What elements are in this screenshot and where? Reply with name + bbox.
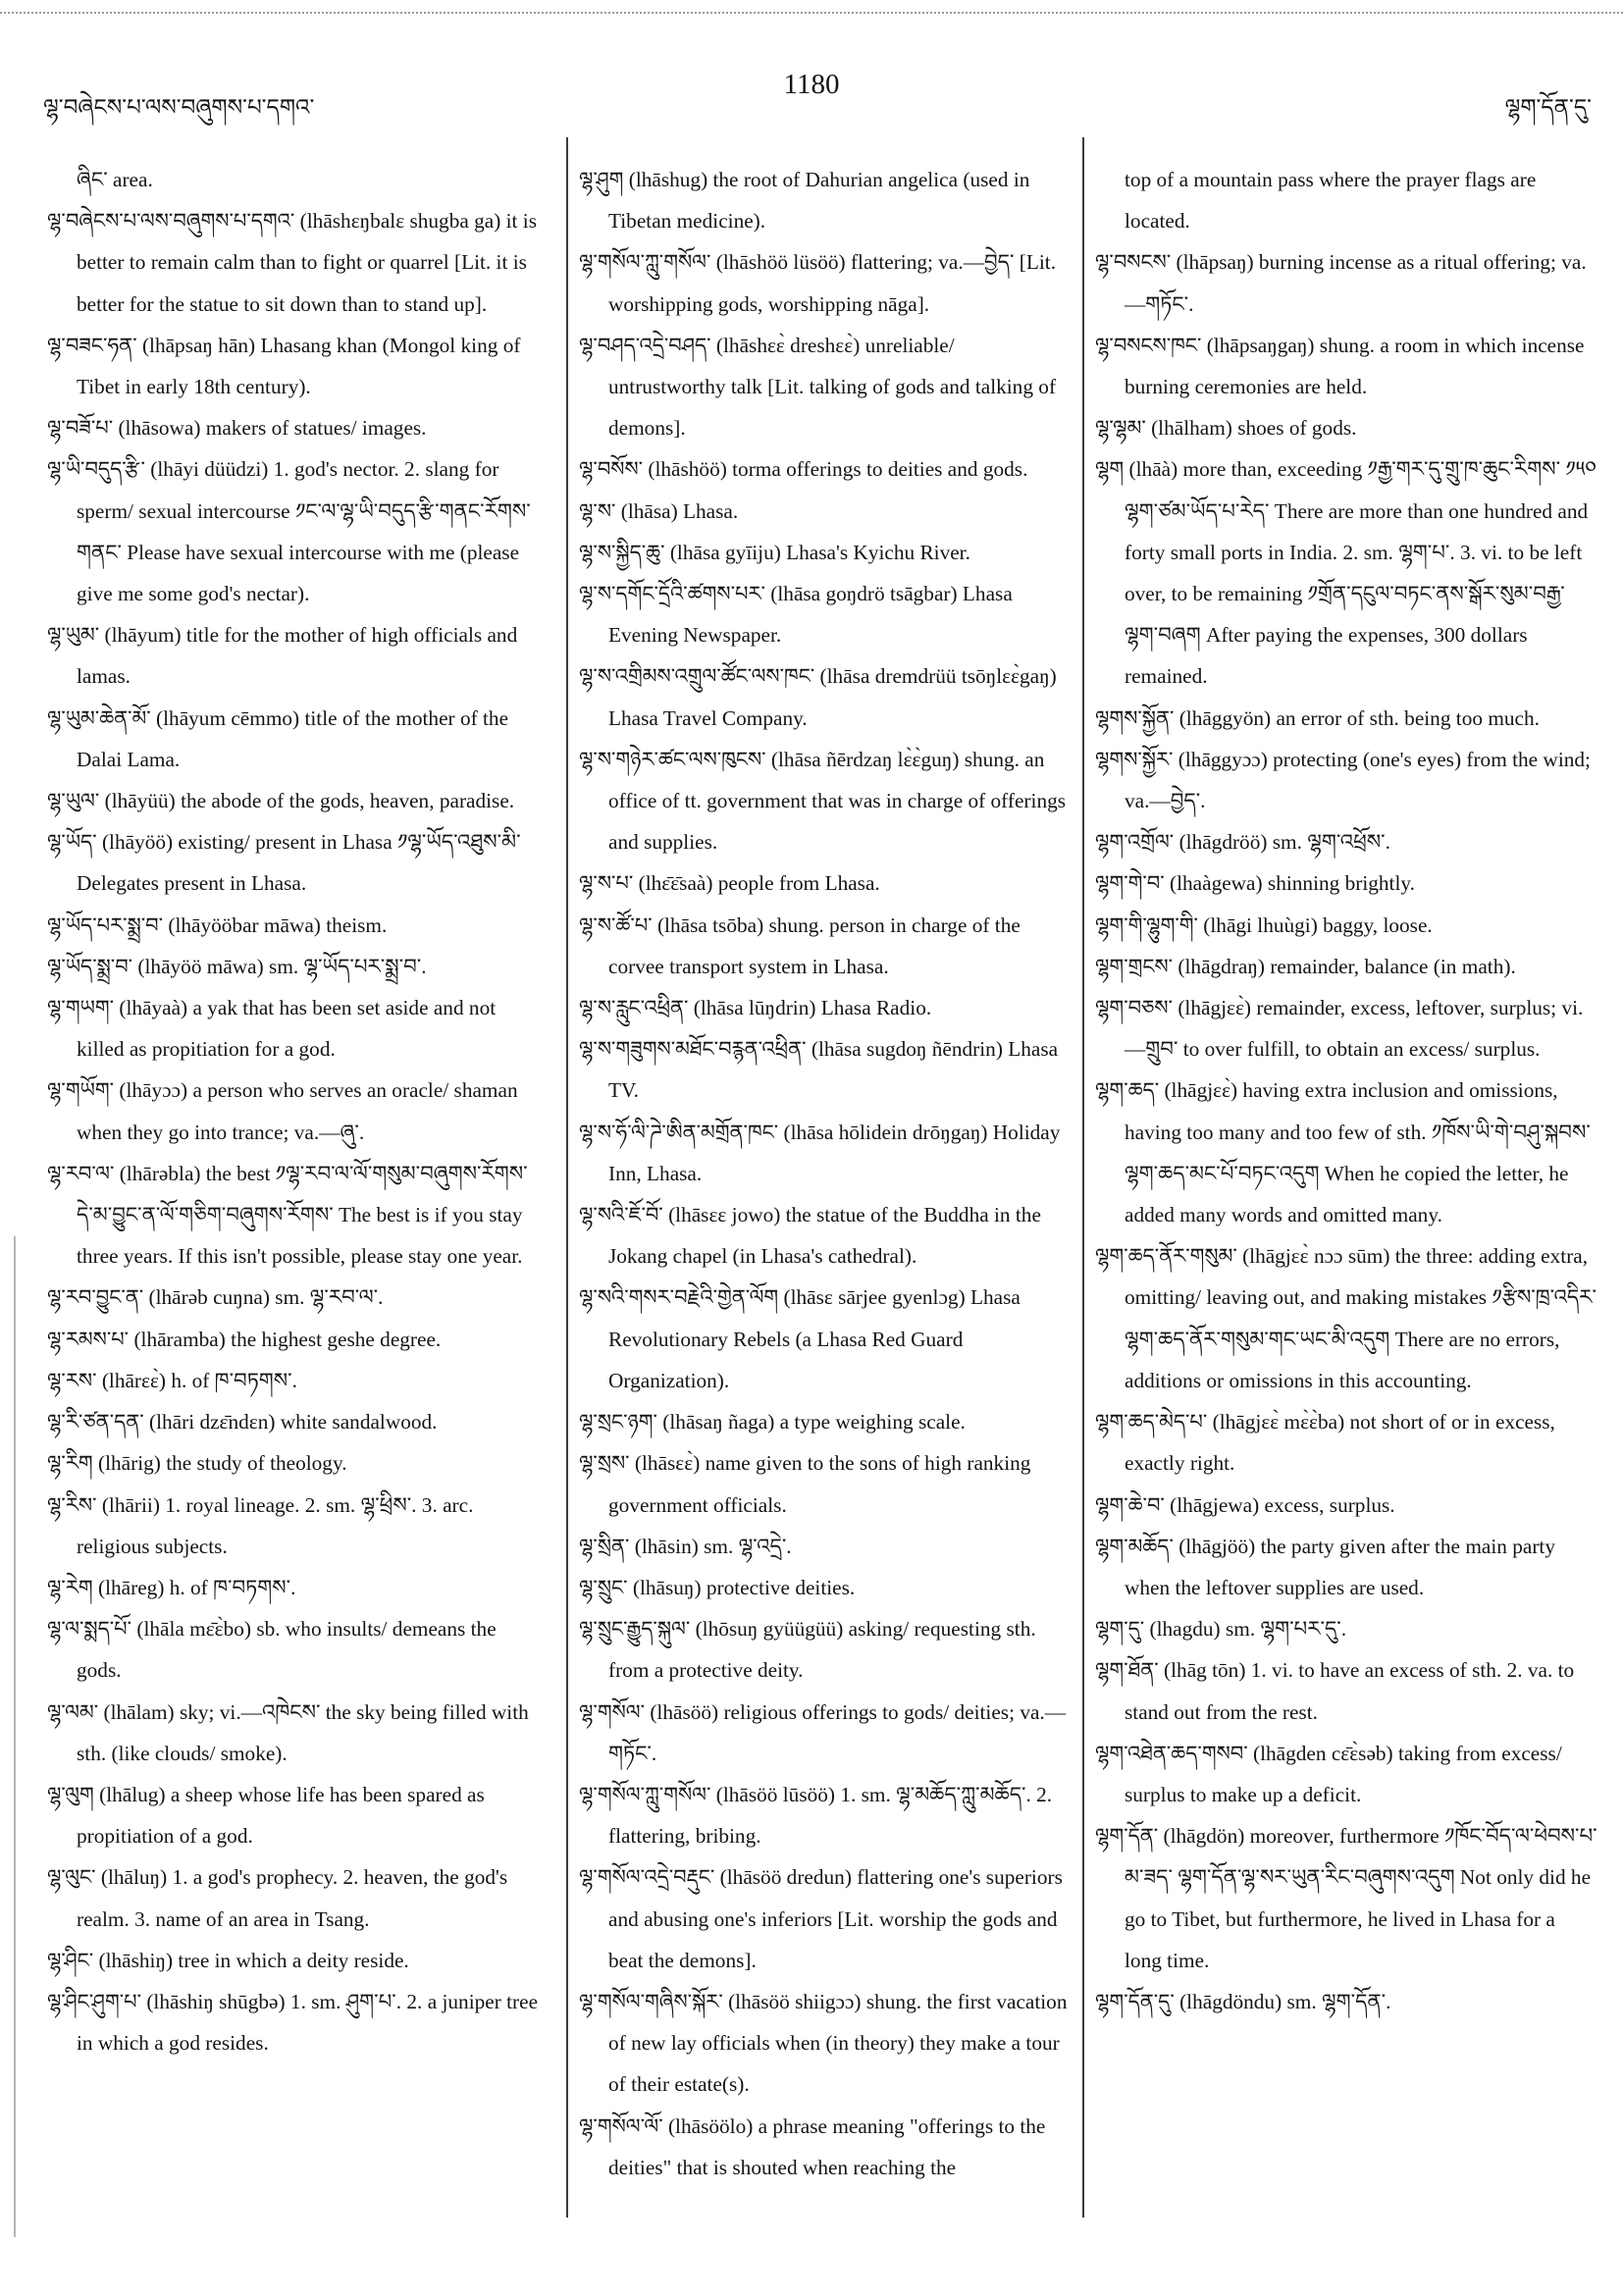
entry-definition: (lhārig) the study of theology. [98, 1451, 347, 1476]
entry-headword: ལྷ་རབ་བྱུང་ན་ [47, 1285, 144, 1310]
entry-definition: (lhāsa goŋdrö tsāgbar) Lhasa Evening Newspaper. [608, 582, 1013, 648]
dictionary-entry [47, 987, 543, 1070]
entry-definition: (lhāgdön) moreover, furthermore ༡ཁོང་བོད་ལ་ཕེབས་པ་མ་ཟད་ ལྷག་དོན་ལྷ་སར་ཡུན་རིང་བཞུགས་འདུག Not only did he go to Tibet, but furthermore, he lived in Lhasa for a long time. [1125, 1824, 1597, 1972]
entry-definition: (lhāpsaŋgaŋ) shung. a room in which incense burning ceremonies are held. [1125, 333, 1585, 399]
dictionary-entry [579, 1401, 1070, 1442]
entry-headword: ལྷ་ཡུལ་ [47, 789, 100, 813]
entry-headword: ལྷག [1095, 457, 1125, 482]
dictionary-entry [579, 905, 1070, 987]
entry-headword: ལྷག་དུ་ [1095, 1617, 1145, 1642]
entry-headword: ལྷ་རབ་ལ་ [47, 1161, 115, 1185]
dictionary-entry [1095, 1649, 1597, 1732]
entry-definition: (lhāgdöndu) sm. ལྷག་དོན་. [1179, 1989, 1391, 2013]
dictionary-entry [47, 407, 543, 448]
entry-headword: ལྷ་སྲུང་ [579, 1575, 628, 1599]
entry-headword: ལྷ་རིས་ [47, 1492, 97, 1517]
column-right [1095, 159, 1597, 2022]
entry-definition: (lhāramba) the highest geshe degree. [133, 1327, 442, 1351]
entry-definition: (lhaàgewa) shinning brightly. [1170, 871, 1415, 896]
dictionary-entry [1095, 1070, 1597, 1235]
dictionary-entry [579, 1442, 1070, 1525]
entry-definition: (lhɛ̄ɛ̄saà) people from Lhasa. [638, 871, 880, 896]
entry-headword: ལྷག་ཆེ་བ་ [1095, 1492, 1165, 1517]
entry-headword: ལྷ་ཡོད་ [47, 830, 97, 855]
entry-headword: ལྷ་གསོལ་ཀླུ་གསོལ་ [579, 250, 711, 275]
entry-definition: (lhāsöö lūsöö) 1. sm. ལྷ་མཆོད་ཀླུ་མཆོད་. 2. flattering, bribing. [608, 1782, 1053, 1849]
page-number: 1180 [783, 69, 840, 100]
dictionary-entry [1095, 905, 1597, 946]
entry-headword: ལྷ་ས་གཟུགས་མཐོང་བརྙན་འཕྲིན་ [579, 1037, 807, 1062]
dictionary-entry [47, 1981, 543, 2063]
entry-headword: ལྷ་རས་ [47, 1368, 97, 1392]
entry-headword: ལྷ་གསོལ་ [579, 1699, 646, 1724]
dictionary-entry [1095, 821, 1597, 862]
dictionary-entry [579, 1028, 1070, 1111]
entry-definition: (lhāshɛɛ̀ dreshɛɛ̀) unreliable/ untrustworthy talk [Lit. talking of gods and talking of demons]. [608, 333, 1057, 441]
dictionary-entry [47, 1608, 543, 1691]
dictionary-entry [47, 614, 543, 697]
dictionary-entry [579, 1277, 1070, 1401]
entry-headword: ལྷ་སའི་ཇོ་བོ་ [579, 1203, 663, 1227]
entry-headword: ལྷག་འགྲོལ་ [1095, 830, 1175, 855]
entry-definition: (lhāggyön) an error of sth. being too much. [1178, 705, 1540, 730]
entry-headword: ལྷ་གཡོག་ [47, 1078, 115, 1103]
dictionary-entry [579, 1567, 1070, 1608]
entry-definition: (lhāyi düüdzi) 1. god's nector. 2. slang for sperm/ sexual intercourse ༡ང་ལ་ལྷ་ཡི་བདུད་རྩི་གནང་རོགས་གནང་ Please have sexual intercourse with me (please give me some god's nectar). [77, 457, 531, 606]
entry-definition: (lhāgden cɛ̄ɛ̀səb) taking from excess/ surplus to make up a deficit. [1125, 1741, 1562, 1806]
entry-headword: ལྷ་བསངས་ཁང་ [1095, 333, 1202, 357]
dictionary-entry [1095, 1235, 1597, 1401]
entry-definition: (lhāsöö shiigɔɔ) shung. the first vacation of new lay officials when (in theory) they make a tour of their estate(s). [608, 1989, 1068, 2097]
entry-headword: ལྷག་ཐོན་ [1095, 1658, 1159, 1683]
entry-headword: ལྷ་གསོལ་འདྲེ་བརྡུང་ [579, 1865, 715, 1890]
dictionary-entry [1095, 1981, 1597, 2022]
dictionary-entry [579, 1608, 1070, 1691]
entry-definition: (lhāri dzɛ̄ndɛn) white sandalwood. [149, 1410, 438, 1435]
entry-headword: ལྷག་ཆད་མེད་པ་ [1095, 1410, 1208, 1435]
entry-headword: ལྷ་བཞེངས་པ་ལས་བཞུགས་པ་དགའ་ [47, 209, 295, 234]
dictionary-entry [47, 1319, 543, 1360]
entry-definition: (lhāgjɛɛ̀ mɛ̀ɛ̀ba) not short of or in excess, exactly right. [1125, 1410, 1555, 1476]
dictionary-entry [1095, 1401, 1597, 1484]
entry-definition: (lhāsuŋ) protective deities. [632, 1575, 856, 1599]
entry-definition: (lhāyaà) a yak that has been set aside and not killed as propitiation for a god. [77, 996, 497, 1062]
dictionary-entry [1095, 1608, 1597, 1649]
dictionary-entry [579, 1856, 1070, 1981]
entry-definition: (lhāgdraŋ) remainder, balance (in math). [1178, 954, 1516, 978]
dictionary-entry [1095, 407, 1597, 448]
column-divider [1082, 137, 1084, 2218]
entry-headword: ལྷགས་སྐྱོན་ [1095, 705, 1175, 730]
entry-definition: (lhāsɛ sārjee gyenlɔg) Lhasa Revolutionary Rebels (a Lhasa Red Guard Organization). [608, 1285, 1021, 1392]
dictionary-entry [579, 532, 1070, 573]
dictionary-entry [1095, 241, 1597, 324]
dictionary-entry [47, 1360, 543, 1401]
entry-headword: ལྷ་སྲུང་རྒྱུད་སྐུལ་ [579, 1617, 691, 1642]
entry-headword: ལྷ་བསངས་ [1095, 250, 1172, 275]
entry-definition: (lhāyum cēmmo) title of the mother of the Dalai Lama. [77, 705, 509, 771]
entry-headword: ལྷ་བཟང་ཧན་ [47, 333, 137, 357]
entry-headword: ལྷ་ལམ་ [47, 1699, 99, 1724]
dictionary-entry [1095, 1485, 1597, 1526]
dictionary-entry [579, 448, 1070, 490]
entry-definition: (lhāsa hōlidein drōŋgaŋ) Holiday Inn, Lhasa. [608, 1120, 1061, 1185]
column-middle [579, 159, 1070, 2188]
entry-headword: ལྷ་རིག [47, 1451, 93, 1476]
entry-headword: ལྷག་མཆོད་ [1095, 1534, 1174, 1558]
entry-headword: ལྷ་ཡུམ་ཆེན་མོ་ [47, 705, 151, 730]
entry-definition: (lhāpsaŋ hān) Lhasang khan (Mongol king of Tibet in early 18th century). [77, 333, 521, 399]
entry-definition: (lhāgjewa) excess, surplus. [1170, 1492, 1395, 1517]
dictionary-entry [47, 1567, 543, 1608]
entry-definition: (lhāsa dremdrüü tsōŋlɛɛ̀gaŋ) Lhasa Travel Company. [608, 664, 1057, 730]
entry-headword: ལྷ་སྲང་ཉག་ [579, 1410, 657, 1435]
entry-definition: (lhārii) 1. royal lineage. 2. sm. ལྷ་ཕྲིས་. 3. arc. religious subjects. [77, 1492, 474, 1558]
dictionary-entry [579, 241, 1070, 324]
entry-headword: ལྷ་ས་ཧོ་ལི་ཌེ་ཨིན་མགྲོན་ཁང་ [579, 1120, 779, 1144]
entry-headword: ལྷ་ཤིང་ [47, 1948, 94, 1972]
entry-headword: ལྷ་བསོས་ [579, 457, 644, 482]
dictionary-entry [47, 1401, 543, 1442]
entry-headword: ལྷ་ལུང་ [47, 1865, 96, 1890]
entry-headword: ལྷ་ས་ [579, 498, 616, 523]
entry-headword: ལྷ་ཡི་བདུད་རྩི་ [47, 457, 145, 482]
entry-headword: ལྷག་གི་ལྷུག་གི་ [1095, 913, 1198, 937]
entry-definition: (lhāgi lhuùgi) baggy, loose. [1203, 913, 1433, 937]
entry-definition: (lhāyöö māwa) sm. ལྷ་ཡོད་པར་སྨྲ་བ་. [137, 954, 427, 978]
entry-definition: (lhāyüü) the abode of the gods, heaven, paradise. [104, 789, 515, 813]
entry-definition: (lhāsɛɛ̀) name given to the sons of high ranking government officials. [608, 1451, 1031, 1517]
entry-headword: ལྷག་ཆད་ནོར་གསུམ་ [1095, 1244, 1237, 1269]
entry-headword: ལྷ་ཡོད་པར་སྨྲ་བ་ [47, 913, 164, 937]
entry-definition: (lhōsuŋ gyüügüü) asking/ requesting sth. from a protective deity. [608, 1617, 1036, 1683]
entry-definition: (lhāla mɛ̄ɛ̀bo) sb. who insults/ demeans the gods. [77, 1617, 497, 1683]
entry-definition: (lhāshɛŋbalɛ shugba ga) it is better to remain calm than to fight or quarrel [Lit. it is better for the statue to sit down than to stand up]. [77, 209, 538, 316]
dictionary-entry [579, 1692, 1070, 1774]
entry-headword: ལྷ་ས་དགོང་དྲོའི་ཚགས་པར་ [579, 582, 765, 606]
entry-headword: ལྷ་གསོལ་ཀླུ་གསོལ་ [579, 1782, 711, 1806]
entry-headword: ལྷ་ལུག [47, 1782, 94, 1806]
entry-definition: (lhāyöö) existing/ present in Lhasa ༡ལྷ་ཡོད་འཐུས་མི་ Delegates present in Lhasa. [77, 830, 521, 896]
entry-definition: (lhāgjɛɛ̀) remainder, excess, leftover, surplus; vi.—གྲུབ་ to over fulfill, to obtain an excess/ surplus. [1125, 996, 1584, 1062]
dictionary-entry [47, 821, 543, 904]
entry-definition: (lhāyɔɔ) a person who serves an oracle/ shaman when they go into trance; va.—ཞུ་. [77, 1078, 518, 1144]
entry-definition: (lhāggyɔɔ) protecting (one's eyes) from the wind; va.—བྱེད་. [1125, 747, 1591, 813]
entry-definition: (lhāsa tsōba) shung. person in charge of the corvee transport system in Lhasa. [608, 913, 1021, 978]
entry-headword: ལྷ་ས་པ་ [579, 871, 634, 896]
entry-headword: ལྷ་ཤུག [579, 168, 624, 191]
dictionary-entry [1095, 1526, 1597, 1608]
entry-definition: (lhārɛɛ̀) h. of ཁ་བཏགས་. [101, 1368, 297, 1392]
dictionary-entry [1095, 1815, 1597, 1981]
entry-headword: ལྷག་བཅས་ [1095, 996, 1174, 1020]
left-guide-word: ལྷ་བཞེངས་པ་ལས་བཞུགས་པ་དགའ་ [43, 95, 315, 120]
dictionary-entry [579, 1774, 1070, 1856]
dictionary-entry [1095, 698, 1597, 739]
entry-headword: ལྷ་ས་འགྲིམས་འགྲུལ་ཚོང་ལས་ཁང་ [579, 664, 815, 689]
entry-headword: ལྷ་གསོལ་ལོ་ [579, 2113, 663, 2138]
entry-headword: ལྷ་གསོལ་གཞིས་སྐོར་ [579, 1989, 723, 2013]
dictionary-entry [1095, 946, 1597, 987]
entry-definition: (lhālug) a sheep whose life has been spared as propitiation of a god. [77, 1782, 485, 1849]
entry-definition: (lhāsa) Lhasa. [620, 498, 739, 523]
dictionary-entry [579, 1194, 1070, 1277]
entry-definition: (lhāg tōn) 1. vi. to have an excess of sth. 2. va. to stand out from the rest. [1125, 1658, 1575, 1724]
dictionary-entry [1095, 448, 1597, 697]
entry-definition: (lhāsöölo) a phrase meaning "offerings to the deities" that is shouted when reaching the [608, 2113, 1046, 2179]
entry-headword: ལྷ་ལྷམ་ [1095, 416, 1146, 441]
dictionary-entry [1095, 739, 1597, 821]
entry-headword: ལྷག་འཐེན་ཆད་གསབ་ [1095, 1741, 1248, 1765]
page-top-border [0, 12, 1623, 14]
dictionary-entry [579, 987, 1070, 1028]
entry-headword: ལྷ་ས་ཚོ་པ་ [579, 913, 653, 937]
entry-definition: (lhāpsaŋ) burning incense as a ritual offering; va.—གཏོང་. [1125, 250, 1587, 316]
dictionary-entry [579, 1981, 1070, 2106]
dictionary-entry [579, 325, 1070, 449]
entry-definition: (lhāsɛɛ jowo) the statue of the Buddha in the Jokang chapel (in Lhasa's cathedral). [608, 1203, 1041, 1269]
entry-headword: ལྷ་སའི་གསར་བརྗེའི་གྱེན་ལོག [579, 1285, 779, 1310]
entry-headword: ལྷག་གེ་བ་ [1095, 871, 1165, 896]
entry-definition: (lhāsa gyīiju) Lhasa's Kyichu River. [669, 540, 970, 564]
entry-headword: ལྷ་གཡག་ [47, 996, 115, 1020]
entry-headword: ལྷ་སྲིན་ [579, 1534, 630, 1558]
entry-definition: (lhālam) sky; vi.—འཁེངས་ the sky being filled with sth. (like clouds/ smoke). [77, 1699, 529, 1765]
entry-headword: ལྷ་བཤད་འདྲེ་བཤད་ [579, 333, 711, 357]
entry-definition: (lhāsa sugdoŋ ñēndrin) Lhasa TV. [608, 1037, 1059, 1103]
entry-headword: ལྷ་ས་རླུང་འཕྲིན་ [579, 996, 689, 1020]
entry-definition: (lhagdu) sm. ལྷག་པར་དུ་. [1149, 1617, 1347, 1642]
entry-headword: ལྷ་བཟོ་པ་ [47, 416, 114, 441]
entry-definition: (lhāshiŋ shūgbə) 1. sm. ཤུག་པ་. 2. a juniper tree in which a god resides. [77, 1989, 539, 2056]
dictionary-entry [579, 1112, 1070, 1194]
entry-definition: (lhāgjɛɛ̀ nɔɔ sūm) the three: adding extra, omitting/ leaving out, and making mistakes ༡རྩིས་ཁྲ་འདིར་ལྷག་ཆད་ནོར་གསུམ་གང་ཡང་མི་འདུག There are no errors, additions or omissions in this accounting. [1125, 1244, 1597, 1392]
right-guide-word: ལྷག་དོན་དུ་ [1504, 95, 1592, 120]
entry-definition: top of a mountain pass where the prayer flags are located. [1125, 168, 1537, 234]
entry-definition: (lhāsöö dredun) flattering one's superiors and abusing one's inferiors [Lit. worship the gods and beat the demons]. [608, 1865, 1063, 1972]
entry-definition: (lhāshiŋ) tree in which a deity reside. [98, 1948, 409, 1972]
dictionary-entry [1095, 159, 1597, 241]
dictionary-entry [47, 1277, 543, 1318]
dictionary-entry [47, 159, 543, 200]
entry-definition: (lhārəb cuŋna) sm. ལྷ་རབ་ལ་. [148, 1285, 384, 1310]
entry-headword: ལྷ་ཤིང་ཤུག་པ་ [47, 1989, 142, 2013]
dictionary-entry [579, 1526, 1070, 1567]
entry-definition: (lhāsa lūŋdrin) Lhasa Radio. [693, 996, 932, 1020]
entry-definition: (lhāyum) title for the mother of high officials and lamas. [77, 623, 518, 689]
dictionary-entry [579, 491, 1070, 532]
entry-definition: (lhāyööbar māwa) theism. [168, 913, 388, 937]
entry-definition: (lhāshöö lüsöö) flattering; va.—བྱེད་ [Lit. worshipping gods, worshipping nāga]. [608, 250, 1057, 316]
dictionary-entry [579, 2106, 1070, 2188]
entry-definition: (lhālham) shoes of gods. [1151, 416, 1357, 441]
entry-headword: ལྷ་ས་གཉེར་ཚང་ལས་ཁུངས་ [579, 747, 766, 771]
entry-headword: ལྷག་གྲངས་ [1095, 954, 1174, 978]
dictionary-entry [47, 1442, 543, 1484]
entry-definition: (lhāsin) sm. ལྷ་འདྲེ་. [634, 1534, 792, 1558]
dictionary-entry [47, 905, 543, 946]
entry-headword: ལྷ་སྲས་ [579, 1451, 630, 1476]
entry-definition: (lhāsa ñērdzaŋ lɛ̀ɛ̀guŋ) shung. an office of tt. government that was in charge of offerings and supplies. [608, 747, 1067, 855]
dictionary-entry [47, 1153, 543, 1278]
entry-headword: ལྷག་དོན་ [1095, 1824, 1159, 1849]
entry-definition: (lhāluŋ) 1. a god's prophecy. 2. heaven, the god's realm. 3. name of an area in Tsang. [77, 1865, 508, 1931]
entry-definition: (lhāsowa) makers of statues/ images. [118, 416, 427, 441]
entry-definition: (lhāshug) the root of Dahurian angelica (used in Tibetan medicine). [608, 168, 1030, 234]
dictionary-entry [1095, 862, 1597, 904]
dictionary-entry [47, 1940, 543, 1981]
page-edge-line [14, 1236, 16, 2237]
entry-headword: ལྷ་རམས་པ་ [47, 1327, 130, 1351]
dictionary-entry [47, 698, 543, 780]
entry-headword: ལྷག་དོན་དུ་ [1095, 1989, 1175, 2013]
dictionary-entry [47, 1774, 543, 1856]
dictionary-entry [1095, 987, 1597, 1070]
dictionary-entry [47, 200, 543, 325]
dictionary-entry [579, 573, 1070, 655]
dictionary-entry [47, 1692, 543, 1774]
entry-definition: (lhāsöö) religious offerings to gods/ deities; va.—གཏོང་. [608, 1699, 1067, 1765]
dictionary-entry [47, 448, 543, 614]
dictionary-entry [579, 159, 1070, 241]
column-divider [566, 137, 568, 2218]
dictionary-entry [579, 862, 1070, 904]
entry-headword: ལྷག་ཆད་ [1095, 1078, 1160, 1103]
entry-headword: ལྷ་ཡུམ་ [47, 623, 100, 648]
entry-headword: ལྷ་རེག [47, 1575, 93, 1599]
dictionary-entry [579, 739, 1070, 863]
dictionary-entry [1095, 1733, 1597, 1815]
entry-definition: ཞིང་ area. [77, 168, 153, 191]
entry-headword: ལྷ་ལ་སྨད་པོ་ [47, 1617, 132, 1642]
page-header [0, 59, 1623, 128]
entry-definition: (lhāsaŋ ñaga) a type weighing scale. [662, 1410, 966, 1435]
entry-definition: (lhāgjɛɛ̀) having extra inclusion and omissions, having too many and too few of sth. ༡ཁོས་ཡི་གེ་བཤུ་སྐབས་ལྷག་ཆད་མང་པོ་བཏང་འདུག When he copied the letter, he added many words and omitted many. [1125, 1078, 1591, 1227]
dictionary-entry [47, 325, 543, 407]
entry-headword: ལྷ་ས་སྐྱིད་ཆུ་ [579, 540, 665, 564]
entry-headword: ལྷ་རི་ཙན་དན་ [47, 1410, 144, 1435]
dictionary-entry [47, 780, 543, 821]
entry-definition: (lhāà) more than, exceeding ༡རྒྱ་གར་དུ་གྲུ་ཁ་ཆུང་རིགས་ ༡༥༠ ལྷག་ཙམ་ཡོད་པ་རེད་ There are more than one hundred and forty small ports in India. 2. sm. ལྷག་པ་. 3. vi. to be left over, to be remaining ༡གྲོན་དངུལ་བཏང་ནས་སྒོར་སུམ་བརྒྱ་ལྷག་བཞག After paying the expenses, 300 dollars remained. [1125, 457, 1597, 689]
dictionary-entry [47, 1070, 543, 1152]
entry-definition: (lhāshöö) torma offerings to deities and gods. [648, 457, 1028, 482]
dictionary-entry [47, 1485, 543, 1567]
dictionary-entry [1095, 325, 1597, 407]
dictionary-entry [47, 946, 543, 987]
column-left [47, 159, 543, 2063]
dictionary-entry [579, 655, 1070, 738]
entry-definition: (lhāgjöö) the party given after the main party when the leftover supplies are used. [1125, 1534, 1555, 1599]
entry-headword: ལྷགས་སྐྱོར་ [1095, 747, 1174, 771]
entry-headword: ལྷ་ཡོད་སྨྲ་བ་ [47, 954, 133, 978]
entry-definition: (lhāreg) h. of ཁ་བཏགས་. [98, 1575, 296, 1599]
entry-definition: (lhārəbla) the best ༡ལྷ་རབ་ལ་ལོ་གསུམ་བཞུགས་རོགས་ དེ་མ་བྱུང་ན་ལོ་གཅིག་བཞུགས་རོགས་ The best is if you stay three years. If this isn't possible, please stay one year. [77, 1161, 528, 1269]
dictionary-entry [47, 1856, 543, 1939]
entry-definition: (lhāgdröö) sm. ལྷག་འཕྲོས་. [1178, 830, 1390, 855]
